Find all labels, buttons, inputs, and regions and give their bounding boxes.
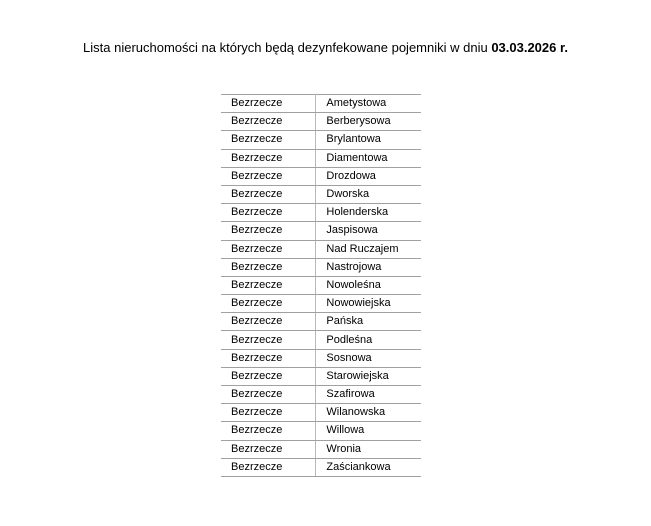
- title-date: 03.03.2026 r.: [491, 40, 568, 55]
- street-cell: Nowoleśna: [316, 276, 421, 294]
- area-cell: Bezrzecze: [221, 276, 316, 294]
- street-cell: Sosnowa: [316, 349, 421, 367]
- table-row: [221, 222, 421, 240]
- street-cell: Pańska: [316, 313, 421, 331]
- area-cell: Bezrzecze: [221, 422, 316, 440]
- street-cell: Nad Ruczajem: [316, 240, 421, 258]
- table-row: [221, 258, 421, 276]
- street-cell: Holenderska: [316, 204, 421, 222]
- area-cell: Bezrzecze: [221, 240, 316, 258]
- table-row: [221, 240, 421, 258]
- table-row: [221, 404, 421, 422]
- page-title: [0, 40, 651, 55]
- area-cell: Bezrzecze: [221, 295, 316, 313]
- area-cell: Bezrzecze: [221, 458, 316, 476]
- street-cell: Podleśna: [316, 331, 421, 349]
- table-row: [221, 331, 421, 349]
- area-cell: Bezrzecze: [221, 386, 316, 404]
- table-row: [221, 204, 421, 222]
- area-cell: Bezrzecze: [221, 258, 316, 276]
- street-cell: Starowiejska: [316, 367, 421, 385]
- area-cell: Bezrzecze: [221, 349, 316, 367]
- street-cell: Nowowiejska: [316, 295, 421, 313]
- table-row: [221, 167, 421, 185]
- table-row: [221, 386, 421, 404]
- area-cell: Bezrzecze: [221, 149, 316, 167]
- area-cell: Bezrzecze: [221, 167, 316, 185]
- table-row: [221, 276, 421, 294]
- area-cell: Bezrzecze: [221, 185, 316, 203]
- table-row: [221, 349, 421, 367]
- table-row: [221, 422, 421, 440]
- table-row: [221, 95, 421, 113]
- table-row: [221, 367, 421, 385]
- street-cell: Zaściankowa: [316, 458, 421, 476]
- street-cell: Wilanowska: [316, 404, 421, 422]
- street-cell: Jaspisowa: [316, 222, 421, 240]
- title-text: Lista nieruchomości na których będą dezynfekowane pojemniki w dniu: [83, 40, 492, 55]
- street-cell: Nastrojowa: [316, 258, 421, 276]
- table-row: [221, 313, 421, 331]
- table-row: [221, 458, 421, 476]
- area-cell: Bezrzecze: [221, 331, 316, 349]
- area-cell: Bezrzecze: [221, 367, 316, 385]
- area-cell: Bezrzecze: [221, 95, 316, 113]
- area-cell: Bezrzecze: [221, 113, 316, 131]
- table-row: [221, 185, 421, 203]
- table-row: [221, 295, 421, 313]
- table-row: [221, 131, 421, 149]
- area-cell: Bezrzecze: [221, 440, 316, 458]
- street-cell: Ametystowa: [316, 95, 421, 113]
- table-row: [221, 113, 421, 131]
- street-cell: Dworska: [316, 185, 421, 203]
- street-cell: Brylantowa: [316, 131, 421, 149]
- area-cell: Bezrzecze: [221, 222, 316, 240]
- street-cell: Willowa: [316, 422, 421, 440]
- area-cell: Bezrzecze: [221, 404, 316, 422]
- area-cell: Bezrzecze: [221, 131, 316, 149]
- table-row: [221, 440, 421, 458]
- area-cell: Bezrzecze: [221, 313, 316, 331]
- street-cell: Wronia: [316, 440, 421, 458]
- property-table: [221, 94, 421, 477]
- street-cell: Diamentowa: [316, 149, 421, 167]
- property-table-body: [221, 95, 421, 477]
- table-row: [221, 149, 421, 167]
- street-cell: Szafirowa: [316, 386, 421, 404]
- area-cell: Bezrzecze: [221, 204, 316, 222]
- street-cell: Drozdowa: [316, 167, 421, 185]
- street-cell: Berberysowa: [316, 113, 421, 131]
